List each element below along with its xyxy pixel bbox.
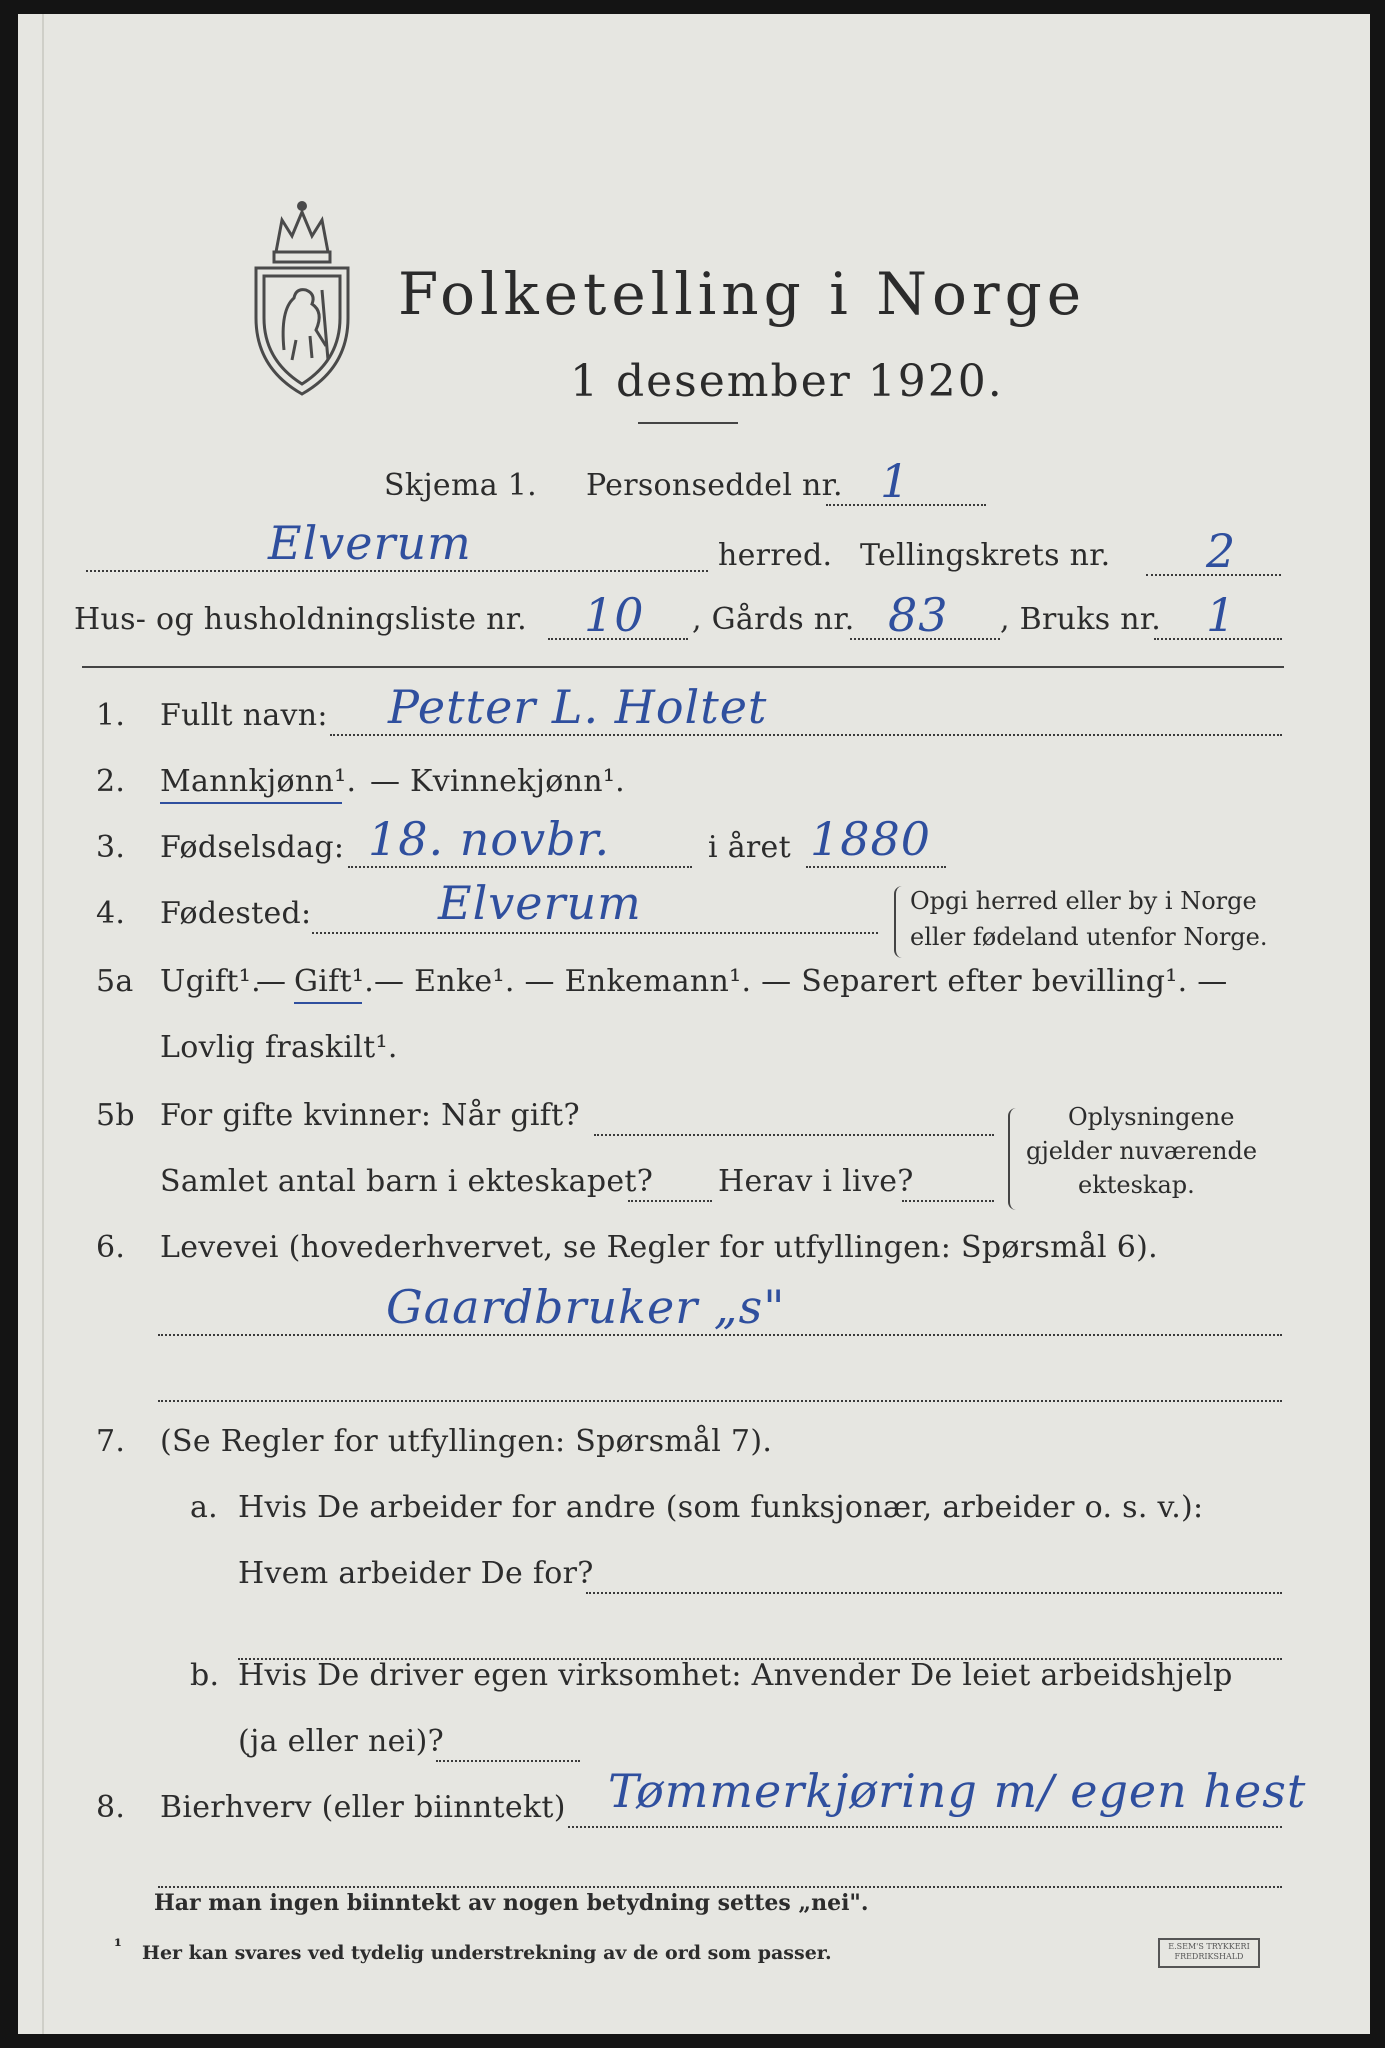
q1-number: 1. — [96, 698, 126, 733]
q3-line — [348, 866, 692, 868]
q7a-number: a. — [190, 1490, 219, 1525]
form-title: Folketelling i Norge — [398, 260, 1087, 328]
q5b-note-line3: ekteskap. — [1078, 1171, 1195, 1199]
herred-line — [86, 570, 708, 572]
header-rule — [82, 666, 1284, 668]
q4-line — [312, 932, 878, 934]
q5b-note-line1: Oplysningene — [1068, 1103, 1235, 1131]
q7b-number: b. — [190, 1658, 220, 1693]
q5b-line1: For gifte kvinner: Når gift? — [160, 1098, 580, 1133]
q5a-ugift: Ugift¹. — [160, 964, 261, 999]
q5b-brace — [1008, 1108, 1020, 1210]
q4-note-line1: Opgi herred eller by i Norge — [910, 887, 1257, 915]
q7b-line2-dots — [436, 1760, 580, 1762]
q3-year-line — [806, 866, 946, 868]
q5a-dash: — — [256, 964, 287, 999]
tellingskrets-value: 2 — [1206, 524, 1237, 578]
q3-label: Fødselsdag: — [160, 830, 345, 865]
q7b-line1: Hvis De driver egen virksomhet: Anvender De leiet arbeidshjelp — [238, 1658, 1233, 1693]
q3-year-label: i året — [708, 830, 791, 865]
q6-number: 6. — [96, 1230, 126, 1265]
q1-line — [330, 734, 1282, 736]
q7-number: 7. — [96, 1424, 126, 1459]
bruks-label: , Bruks nr. — [1000, 602, 1162, 637]
q8-number: 8. — [96, 1790, 126, 1825]
q6-line1 — [158, 1334, 1282, 1336]
q6-value: Gaardbruker „s" — [386, 1280, 786, 1334]
q5a-line2: Lovlig fraskilt¹. — [160, 1030, 398, 1065]
q7b-line2: (ja eller nei)? — [238, 1724, 444, 1759]
footnote-mark: ¹ — [114, 1936, 122, 1957]
q7-label: (Se Regler for utfyllingen: Spørsmål 7). — [160, 1424, 773, 1459]
q5b-number: 5b — [96, 1098, 135, 1133]
q3-year-value: 1880 — [810, 812, 932, 866]
footnote-text: Her kan svares ved tydelig understrekning av de ord som passer. — [142, 1942, 832, 1964]
footer-note: Har man ingen biinntekt av nogen betydning settes „nei". — [154, 1890, 869, 1916]
q4-note-line2: eller fødeland utenfor Norge. — [910, 923, 1268, 951]
q5b-line2b-dots — [902, 1200, 994, 1202]
q7a-line1: Hvis De arbeider for andre (som funksjonær, arbeider o. s. v.): — [238, 1490, 1204, 1525]
coat-of-arms-icon — [236, 190, 368, 400]
q5a-other-options: — Enke¹. — Enkemann¹. — Separert efter bevilling¹. — — [374, 964, 1228, 999]
q3-value: 18. novbr. — [368, 812, 611, 866]
personseddel-value: 1 — [880, 454, 911, 508]
q5a-gift: Gift¹. — [294, 964, 375, 999]
husliste-label: Hus- og husholdningsliste nr. — [74, 602, 527, 637]
herred-label: herred. — [718, 538, 833, 573]
q6-line2 — [158, 1400, 1282, 1402]
q5b-line1-dots — [594, 1134, 994, 1136]
q8-value: Tømmerkjøring m/ egen hest — [608, 1764, 1307, 1818]
q6-label: Levevei (hovederhvervet, se Regler for utfyllingen: Spørsmål 6). — [160, 1230, 1158, 1265]
q1-value: Petter L. Holtet — [388, 680, 768, 734]
q5a-gift-underline — [294, 1002, 362, 1004]
census-form-sheet — [18, 14, 1370, 2034]
q4-value: Elverum — [438, 876, 642, 930]
q8-line — [568, 1826, 1282, 1828]
q4-brace — [894, 886, 906, 958]
tellingskrets-label: Tellingskrets nr. — [860, 538, 1111, 573]
herred-value: Elverum — [268, 516, 472, 570]
q8-label: Bierhverv (eller biinntekt) — [160, 1790, 566, 1825]
husliste-value: 10 — [584, 588, 645, 642]
q2-male-underline — [160, 802, 342, 804]
q3-number: 3. — [96, 830, 126, 865]
personseddel-label: Personseddel nr. — [586, 468, 843, 503]
schema-label: Skjema 1. — [384, 468, 537, 503]
q4-number: 4. — [96, 896, 126, 931]
title-divider — [638, 422, 738, 424]
paper-edge — [42, 14, 44, 2034]
q5b-note-line2: gjelder nuværende — [1026, 1137, 1258, 1165]
q5b-line2a-dots — [628, 1200, 712, 1202]
q7a-line2-dots — [586, 1592, 1282, 1594]
q2-separator: — — [370, 764, 401, 799]
q2-female: Kvinnekjønn¹. — [410, 764, 625, 799]
q4-label: Fødested: — [160, 896, 312, 931]
q1-label: Fullt navn: — [160, 698, 328, 733]
q7a-line2: Hvem arbeider De for? — [238, 1556, 594, 1591]
census-date: 1 desember 1920. — [570, 356, 1004, 407]
q5a-number: 5a — [96, 964, 134, 999]
q2-number: 2. — [96, 764, 126, 799]
gards-label: , Gårds nr. — [692, 602, 855, 637]
q5b-line2b: Herav i live? — [718, 1164, 914, 1199]
q5b-line2a: Samlet antal barn i ekteskapet? — [160, 1164, 654, 1199]
q2-male: Mannkjønn¹. — [160, 764, 357, 799]
printer-stamp: E.SEM'S TRYKKERI FREDRIKSHALD — [1158, 1938, 1260, 1968]
gards-value: 83 — [888, 588, 949, 642]
bruks-value: 1 — [1206, 588, 1237, 642]
